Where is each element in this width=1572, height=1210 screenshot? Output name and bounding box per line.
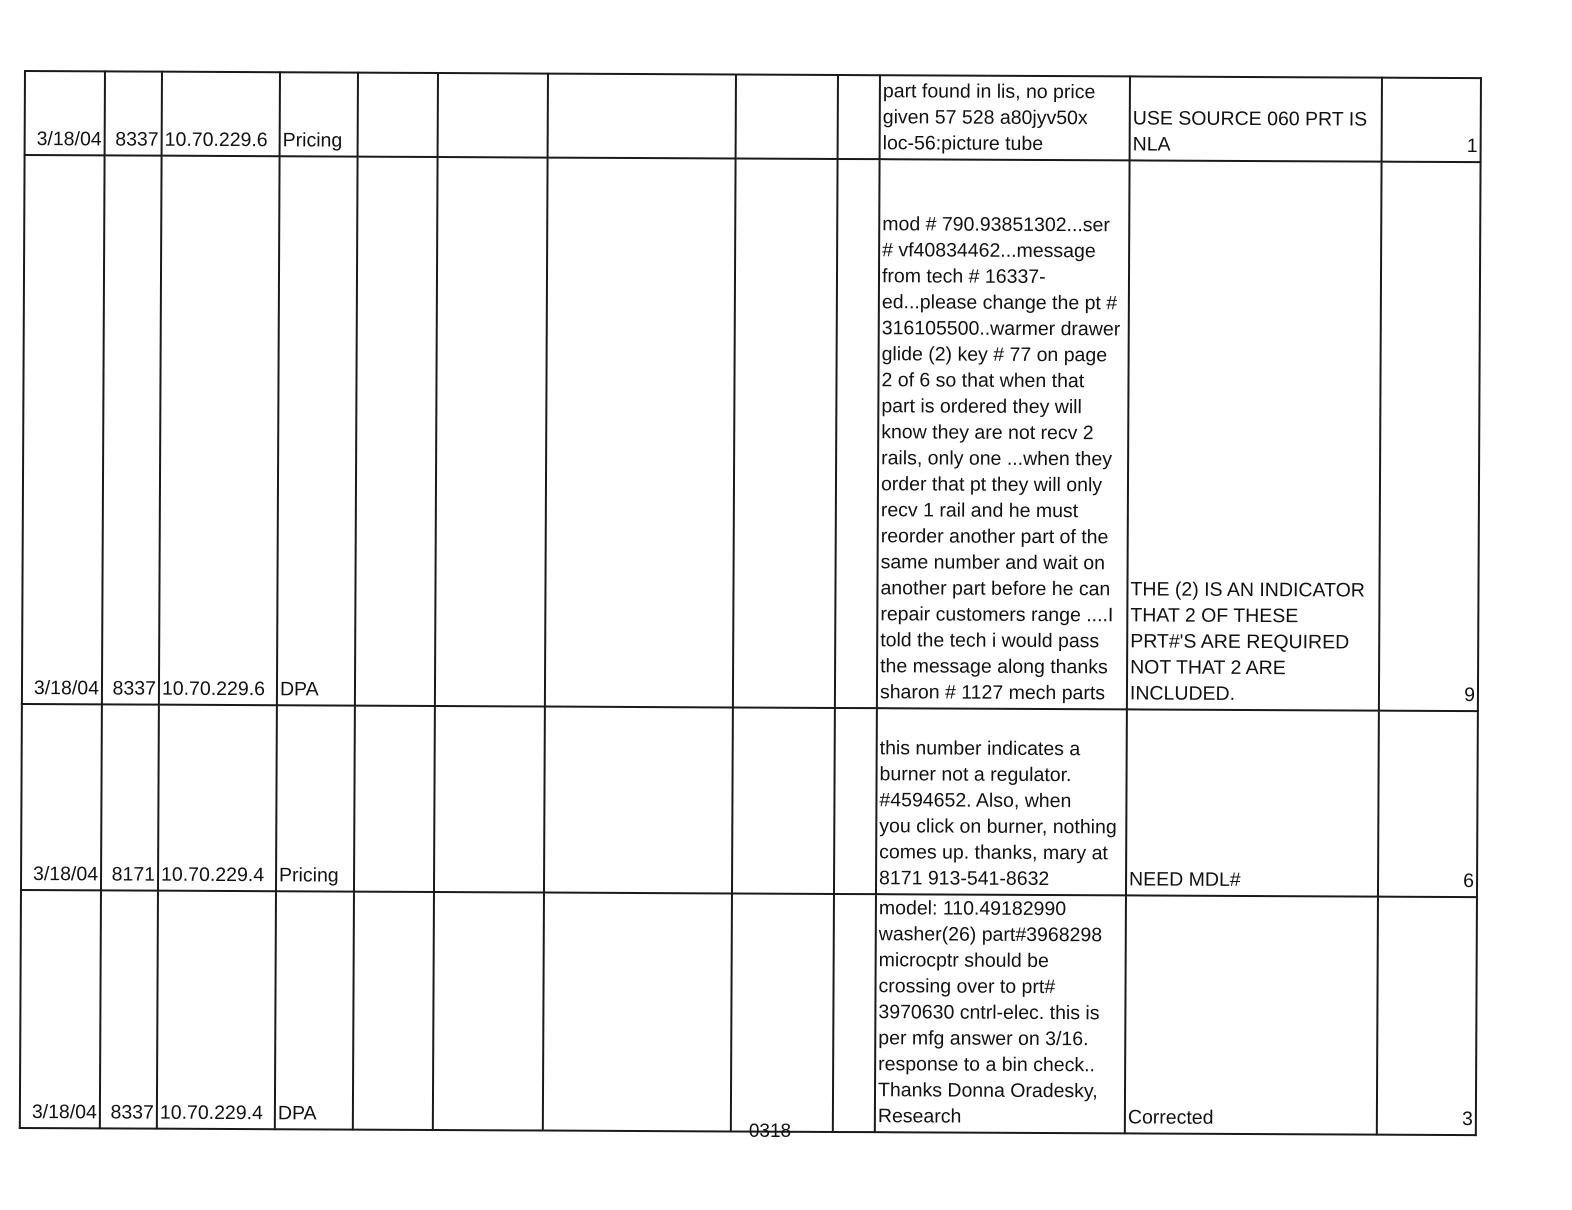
empty-cell	[733, 158, 838, 707]
table-row	[20, 890, 1477, 1135]
count-cell: 9	[1379, 162, 1481, 711]
store-cell: 8337	[100, 890, 158, 1128]
ip-cell: 10.70.229.4	[158, 705, 277, 892]
response-cell: NEED MDL#	[1126, 709, 1379, 896]
empty-cell	[732, 707, 835, 893]
store-cell: 8337	[102, 155, 162, 704]
empty-cell	[358, 73, 438, 157]
empty-cell	[544, 707, 733, 894]
description-cell: part found in lis, no price given 57 528 a80jyv50x loc-56:picture tube	[880, 75, 1130, 160]
description-cell: this number indicates a burner not a regulator. #4594652. Also, when you click on burner, nothing comes up. thanks, mary at 8171 913-541-8632	[876, 708, 1127, 895]
response-cell: Corrected	[1125, 895, 1378, 1134]
type-cell: DPA	[277, 156, 358, 705]
date-cell: 3/18/04	[21, 704, 102, 890]
empty-cell	[355, 157, 438, 706]
empty-cell	[838, 75, 880, 159]
empty-cell	[548, 74, 736, 159]
empty-cell	[545, 158, 736, 708]
empty-cell	[434, 706, 545, 893]
empty-cell	[438, 73, 548, 158]
description-cell: mod # 790.93851302...ser # vf40834462...message from tech # 16337- ed...please change the pt # 316105500..warmer drawer glide (2) key # 77 on page 2 of 6 so that when that part is ordered they will know they are not recv 2 rails, only one ...when they order that pt they will only recv 1 rail and he must reorder another part of the same number and wait on another part before he can repair customers range ....I told the tech i would pass the message along thanks sharon # 1127 mech parts	[877, 159, 1130, 709]
date-cell: 3/18/04	[25, 71, 105, 155]
description-cell: model: 110.49182990 washer(26) part#3968298 microcptr should be crossing over to prt# 3970630 cntrl-elec. this is per mfg answer on 3/16. response to a bin check.. Thanks Donna Oradesky, Research	[875, 894, 1126, 1133]
count-cell: 3	[1377, 897, 1477, 1135]
ip-cell: 10.70.229.6	[162, 72, 280, 157]
ip-cell: 10.70.229.6	[159, 156, 280, 706]
empty-cell	[435, 157, 548, 707]
ip-cell: 10.70.229.4	[157, 891, 276, 1130]
type-cell: DPA	[275, 891, 354, 1129]
empty-cell	[353, 892, 434, 1130]
issue-log-table	[19, 70, 1482, 1136]
empty-cell	[731, 893, 834, 1131]
table-row	[21, 704, 1478, 897]
type-cell: Pricing	[280, 72, 358, 156]
empty-cell	[543, 893, 732, 1132]
response-cell: USE SOURCE 060 PRT IS NLA	[1130, 76, 1382, 161]
store-cell: 8171	[101, 704, 159, 890]
store-cell: 8337	[105, 71, 162, 155]
count-cell: 1	[1382, 78, 1481, 162]
date-cell: 3/18/04	[20, 890, 101, 1128]
date-cell: 3/18/04	[22, 155, 105, 704]
empty-cell	[833, 894, 876, 1132]
empty-cell	[354, 706, 435, 892]
empty-cell	[834, 708, 877, 894]
response-cell: THE (2) IS AN INDICATOR THAT 2 OF THESE PRT#'S ARE REQUIRED NOT THAT 2 ARE INCLUDED.	[1127, 160, 1382, 710]
page-number: 0318	[748, 1121, 792, 1142]
empty-cell	[736, 74, 838, 158]
empty-cell	[433, 892, 544, 1131]
count-cell: 6	[1378, 711, 1478, 897]
type-cell: Pricing	[276, 705, 355, 891]
table-row	[22, 155, 1481, 711]
empty-cell	[835, 159, 880, 708]
table-row	[25, 71, 1481, 162]
